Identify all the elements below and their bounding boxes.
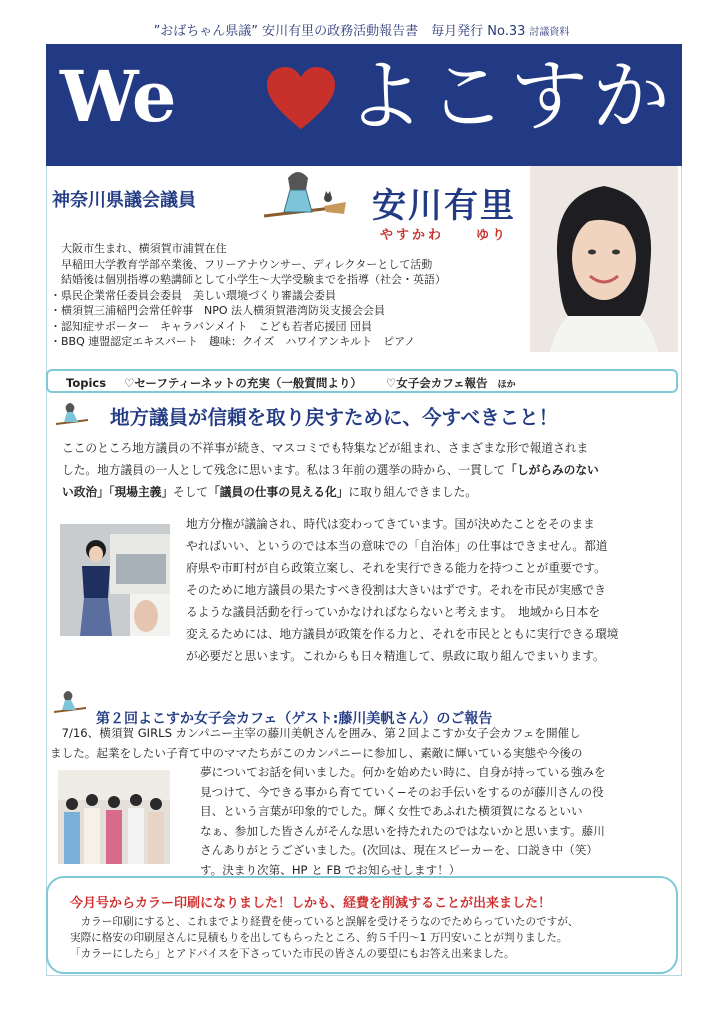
topics-bar [46, 369, 678, 393]
body-line: 目、という言葉が印象的でした。輝く女性であふれた横須賀になるといい [200, 804, 583, 818]
body-line: そのために地方議員の果たすべき役割は大きいはずです。それを市民が実感でき [186, 583, 606, 597]
intro-bold: い政治」「現場主義」 [62, 485, 174, 499]
lead-line: ました。起業をしたい子育て中のママたちがこのカンパニーに参加し、素敵に輝いている実態や今後の [50, 746, 583, 760]
body-line: さんありがとうございました。(次回は、現在スピーカーを、口説き中（笑） [200, 843, 599, 857]
bio-line: 大阪市生まれ、横須賀市浦賀在住 [50, 242, 227, 255]
notice-line: カラー印刷にすると、これまでより経費を使っていると誤解を受けそうなのでためらっていたのですが、 [70, 916, 579, 928]
body-line: 府県や市町村が自ら政策立案し、それを実行できる能力を持つことが重要です。 [186, 561, 606, 575]
body-line: 地方分権が議論され、時代は変わってきています。国が決めたことをそのまま [186, 517, 595, 531]
article1-body [186, 513, 618, 667]
portrait-photo [530, 166, 678, 352]
bio-line: ・BBQ 連盟認定エキスパート 趣味：クイズ ハワイアンキルト ピアノ [50, 335, 416, 348]
body-line: が必要だと思います。これからも日々精進して、県政に取り組んでまいります。 [186, 649, 605, 663]
profile-reading: やすかわ ゆり [380, 228, 509, 243]
lead-line: 7/16、横須賀 GIRLS カンパニー主宰の藤川美帆さんを囲み、第２回よこすか女子会カフェを開催し [50, 726, 581, 740]
article2-lead [50, 723, 583, 763]
color-print-notice [46, 876, 678, 974]
intro-line [62, 481, 599, 503]
notice-line: 実際に格安の印刷屋さんに見積もりを出してもらったところ、約５千円〜1 万円安いことが判りました。 [70, 932, 568, 944]
topic-item: ♡セーフティーネットの充実（一般質問より） [124, 376, 362, 390]
speech-photo [60, 524, 170, 636]
witch-mini-icon [52, 688, 92, 718]
witch-illustration-icon [262, 168, 348, 228]
profile-bio [50, 241, 446, 350]
bio-line: ・横須賀三浦稲門会常任幹事 NPO 法人横須賀港湾防災支援会会員 [50, 304, 386, 317]
body-line: なぁ、参加した皆さんがそんな思いを持たれたのではないかと思います。藤川 [200, 823, 605, 838]
body-line: るような議員活動を行っていかなければならないと考えます。 地域から日本を [186, 605, 600, 619]
article2-body [200, 763, 606, 880]
profile-name: 安川有里 [372, 186, 516, 226]
article1-intro [62, 437, 599, 503]
body-line: 夢についてお話を伺いました。何かを始めたい時に、自身が持っている強みを [200, 765, 606, 779]
article1-title: 地方議員が信頼を取り戻すために、今すべきこと！ [110, 406, 559, 429]
article2-title: 第２回よこすか女子会カフェ（ゲスト:藤川美帆さん）のご報告 [96, 711, 493, 727]
body-line: す。決まり次第、HP と FB でお知らせします！） [200, 862, 461, 877]
intro-text: そして [173, 485, 209, 499]
notice-body [70, 914, 579, 962]
witch-mini-icon [54, 400, 94, 430]
body-line: 見つけて、今できる事から育てていく−そのお手伝いをするのが藤川さんの役 [200, 784, 604, 799]
notice-line: 「カラーにしたら」とアドバイスを下さっていた市民の皆さんの要望にもお答え出来ました。 [70, 948, 515, 960]
banner-city: よこすか [346, 52, 675, 142]
bio-line: ・認知症サポーター キャラバンメイト こども若者応援団 団員 [50, 319, 372, 333]
intro-text: した。地方議員の一人として残念に思います。私は３年前の選挙の時から、一貫して [62, 463, 506, 477]
topic-item: ♡女子会カフェ報告 [385, 376, 488, 390]
heart-icon [264, 64, 338, 138]
profile-role: 神奈川県議会議員 [52, 190, 196, 211]
header-tag: 討議資料 [529, 27, 570, 38]
topics-suffix: ほか [497, 380, 516, 390]
intro-line: ここのところ地方議員の不祥事が続き、マスコミでも特集などが組まれ、さまざまな形で報道されま [62, 441, 589, 455]
topics-label: Topics [66, 376, 107, 390]
intro-bold: 「しがらみのない [505, 463, 599, 477]
notice-title: 今月号からカラー印刷になりました！しかも、経費を削減することが出来ました！ [70, 896, 552, 911]
banner-we: We [60, 55, 176, 138]
header-text: ”おばちゃん県議” 安川有里の政務活動報告書 毎月発行 No.33 [153, 24, 526, 39]
bio-line: ・県民企業常任委員会委員 美しい環境づくり審議会委員 [50, 288, 336, 302]
body-line: やればいい、というのでは本当の意味での「自治体」の仕事はできません。都道 [186, 539, 608, 553]
bio-line: 結婚後は個別指導の塾講師として小学生〜大学受験までを指導（社会・英語） [50, 273, 446, 286]
newsletter-header [0, 20, 723, 39]
title-banner [46, 44, 682, 166]
bio-line: 早稲田大学教育学部卒業後、フリーアナウンサー、ディレクターとして活動 [50, 257, 433, 271]
intro-bold: 「議員の仕事の見える化」 [208, 485, 349, 499]
body-line: 変えるためには、地方議員が政策を作る力と、それを市民とともに実行できる環境 [186, 627, 619, 641]
intro-text: に取り組んできました。 [348, 485, 477, 499]
group-photo [58, 770, 170, 864]
intro-line [62, 459, 599, 481]
